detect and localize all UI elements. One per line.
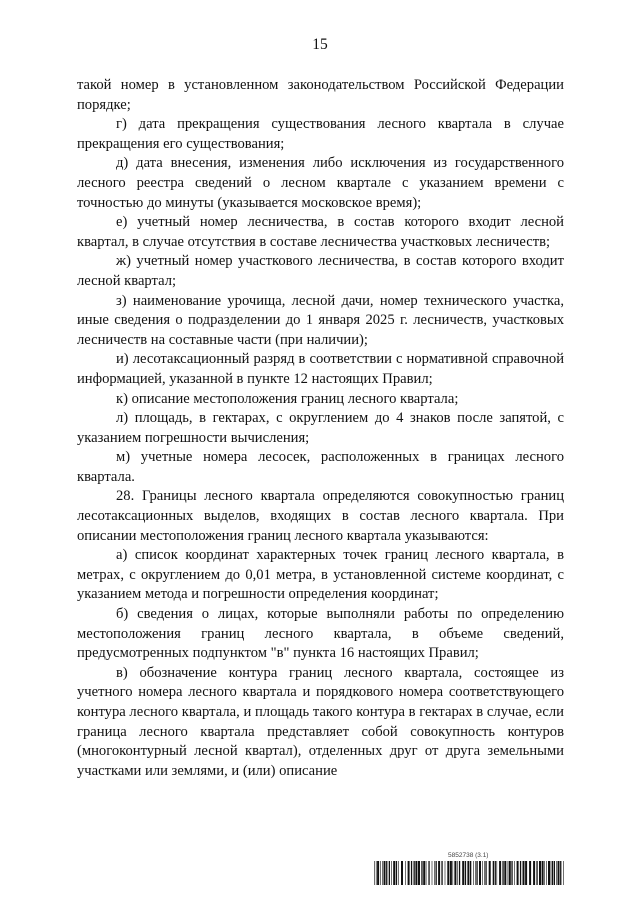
document-body — [77, 76, 564, 781]
paragraph-item-e: е) учетный номер лесничества, в состав которого входит лесной квартал, в случае отсутствия в составе лесничества участковых лесничеств; — [77, 214, 564, 250]
barcode-caption: 5852738 (3.1) — [448, 852, 489, 859]
paragraph-item-a: а) список координат характерных точек границ лесного квартала, в метрах, с округлением до 0,01 метра, в установленной системе координат, с указанием метода и погрешности определения координат; — [77, 547, 564, 603]
barcode — [374, 852, 564, 886]
paragraph-item-d: д) дата внесения, изменения либо исключения из государственного лесного реестра сведений о лесном квартале с указанием времени с точностью до минуты (указывается московское время); — [77, 155, 564, 211]
paragraph-item-v: в) обозначение контура границ лесного квартала, состоящее из учетного номера лесного квартала и порядкового номера соответствующего контура лесного квартала, и площадь такого контура в гектарах в случае, если граница лесного квартала представляет собой совокупность контуров (многоконтурный лесной квартал), отделенных друг от друга земельными участками или землями, и (или) описание — [77, 664, 564, 779]
paragraph-item-b: б) сведения о лицах, которые выполняли работы по определению местоположения границ лесного квартала, в объеме сведений, предусмотренных подпунктом "в" пункта 16 настоящих Правил; — [77, 606, 564, 662]
paragraph-continuation: такой номер в установленном законодательством Российской Федерации порядке; — [77, 77, 564, 113]
paragraph-item-g: г) дата прекращения существования лесного квартала в случае прекращения его существования; — [77, 116, 564, 152]
barcode-icon — [374, 861, 564, 885]
page-number: 15 — [312, 36, 328, 53]
paragraph-item-l: л) площадь, в гектарах, с округлением до 4 знаков после запятой, с указанием погрешности вычисления; — [77, 410, 564, 446]
paragraph-item-zh: ж) учетный номер участкового лесничества, в состав которого входит лесной квартал; — [77, 253, 564, 289]
paragraph-clause-28: 28. Границы лесного квартала определяются совокупностью границ лесотаксационных выделов, входящих в состав лесного квартала. При описании местоположения границ лесного квартала указываются: — [77, 488, 564, 544]
paragraph-item-m: м) учетные номера лесосек, расположенных в границах лесного квартала. — [77, 449, 564, 485]
paragraph-item-i: и) лесотаксационный разряд в соответствии с нормативной справочной информацией, указанной в пункте 12 настоящих Правил; — [77, 351, 564, 387]
paragraph-item-z: з) наименование урочища, лесной дачи, номер технического участка, иные сведения о подразделении до 1 января 2025 г. лесничеств, участковых лесничеств на составные части (при наличии); — [77, 292, 564, 348]
paragraph-item-k: к) описание местоположения границ лесного квартала; — [116, 390, 459, 407]
